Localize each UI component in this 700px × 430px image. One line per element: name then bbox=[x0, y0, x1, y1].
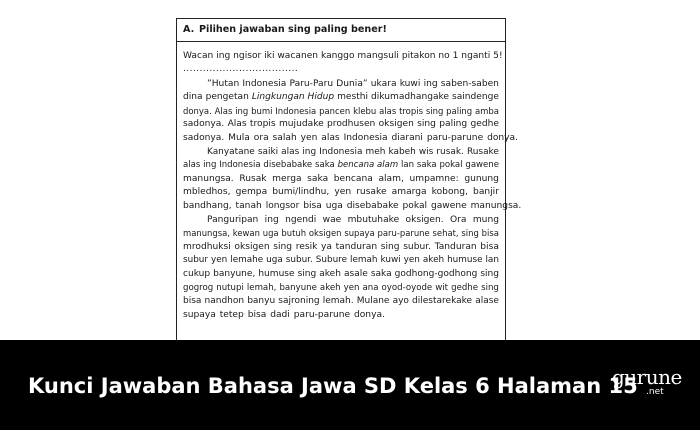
word: disebabake bbox=[263, 160, 313, 171]
word: wit bbox=[435, 282, 449, 293]
word: lemah bbox=[350, 255, 378, 266]
word: gedhe bbox=[470, 119, 499, 130]
word: oyod-oyode bbox=[381, 282, 433, 293]
word: subur. bbox=[285, 255, 313, 266]
word: ana bbox=[362, 282, 379, 293]
word: mujudake bbox=[278, 119, 324, 130]
word: oksigen bbox=[234, 241, 270, 252]
word: bisa bbox=[183, 296, 202, 307]
word: pengetan bbox=[205, 92, 249, 103]
word: uga bbox=[262, 228, 279, 239]
word: alas bbox=[321, 132, 344, 143]
word: nandhon bbox=[204, 296, 245, 307]
word: sing bbox=[273, 241, 293, 252]
word: akeh bbox=[319, 268, 341, 279]
word: ngendi bbox=[285, 214, 317, 225]
section-letter: A. bbox=[183, 24, 195, 35]
passage-line bbox=[183, 214, 499, 228]
passage-line bbox=[183, 227, 499, 241]
word: donya. bbox=[183, 105, 212, 116]
word: mbutuhake bbox=[347, 214, 400, 225]
word: ukara bbox=[370, 78, 397, 89]
passage-line bbox=[183, 309, 499, 323]
word: ya bbox=[321, 241, 332, 252]
word: kuwi bbox=[380, 255, 401, 266]
word: kabeh bbox=[388, 146, 416, 157]
word: supaya bbox=[344, 228, 375, 239]
passage-line bbox=[183, 254, 499, 268]
word: saka bbox=[370, 268, 392, 279]
word: akeh bbox=[422, 255, 445, 266]
word: lan bbox=[485, 255, 499, 266]
word: sing bbox=[425, 105, 444, 116]
word: bandhang, bbox=[183, 200, 236, 211]
word: sing bbox=[480, 268, 499, 279]
word: alase bbox=[475, 296, 499, 307]
word: banyune, bbox=[213, 268, 256, 279]
word: dadi bbox=[270, 309, 294, 320]
word: yen bbox=[334, 187, 352, 198]
word: ora bbox=[253, 132, 273, 143]
word: saka bbox=[315, 160, 335, 171]
word: oksigen. bbox=[405, 214, 444, 225]
passage-line bbox=[183, 173, 499, 187]
word: nutupi bbox=[216, 282, 244, 293]
word: dilestarekake bbox=[412, 296, 473, 307]
word: ing bbox=[302, 146, 317, 157]
word: saiki bbox=[257, 146, 279, 157]
dotted-separator: ................................... bbox=[183, 63, 299, 74]
word: kuwi bbox=[399, 78, 421, 89]
word: umpamne: bbox=[409, 173, 459, 184]
word: diarani bbox=[391, 132, 427, 143]
word: klebu bbox=[353, 105, 377, 116]
word: sing bbox=[461, 228, 479, 239]
passage-line bbox=[183, 268, 499, 282]
word: sadonya. bbox=[183, 132, 229, 143]
article-title: Kunci Jawaban Bahasa Jawa SD Kelas 6 Halaman 15 bbox=[28, 374, 638, 398]
word: lemahe bbox=[230, 255, 264, 266]
word: lan bbox=[401, 160, 415, 171]
passage-line bbox=[183, 105, 499, 119]
passage-line bbox=[183, 186, 499, 200]
word: merga bbox=[272, 173, 302, 184]
word: saben-saben bbox=[440, 78, 499, 89]
word: lemah, bbox=[246, 282, 277, 293]
word: asale bbox=[343, 268, 368, 279]
word: prodhusen bbox=[327, 119, 376, 130]
word: Rusake bbox=[466, 146, 499, 157]
word: paling bbox=[439, 119, 468, 130]
word: Mulane bbox=[356, 296, 390, 307]
word: akeh bbox=[319, 282, 341, 293]
word: paling bbox=[446, 105, 473, 116]
word: bisa bbox=[247, 309, 271, 320]
word: gempa bbox=[235, 187, 268, 198]
word: subur. bbox=[403, 241, 432, 252]
word: gawene bbox=[430, 200, 471, 211]
word: dikumadhangake bbox=[371, 92, 450, 103]
word: subur bbox=[183, 255, 209, 266]
word: lemah. bbox=[322, 296, 354, 307]
worksheet-document bbox=[176, 18, 522, 344]
word: tanah bbox=[235, 200, 266, 211]
word: banyune bbox=[279, 282, 317, 293]
word: mrodhuksi bbox=[183, 241, 231, 252]
word: rusake bbox=[356, 187, 387, 198]
word: gawene bbox=[465, 160, 499, 171]
word: Tanduran bbox=[434, 241, 477, 252]
word: bumi bbox=[251, 105, 273, 116]
word: sing bbox=[417, 119, 436, 130]
word: yen bbox=[300, 132, 322, 143]
word: donya. bbox=[353, 309, 385, 320]
word: tropis bbox=[249, 119, 276, 130]
word: Panguripan bbox=[207, 214, 259, 225]
site-logo bbox=[612, 366, 692, 406]
word: dina bbox=[183, 92, 203, 103]
word: mesthi bbox=[337, 92, 369, 103]
word: meh bbox=[365, 146, 386, 157]
word: paru-parune bbox=[426, 132, 488, 143]
word: gogrog bbox=[183, 282, 214, 293]
word: bumi/lindhu, bbox=[272, 187, 330, 198]
section-heading: Pilihen jawaban sing paling bener! bbox=[199, 24, 387, 35]
word: manungsa, bbox=[183, 228, 230, 239]
word: donya. bbox=[487, 132, 519, 143]
passage-line bbox=[183, 91, 499, 105]
word: uga bbox=[325, 200, 347, 211]
word: Paru-Paru bbox=[289, 78, 334, 89]
word: tropis bbox=[399, 105, 424, 116]
word: oksigen bbox=[378, 119, 414, 130]
word: ing bbox=[423, 78, 438, 89]
word: yen bbox=[343, 282, 360, 293]
word: ing bbox=[235, 105, 249, 116]
word: sadonya. bbox=[183, 119, 225, 130]
word: sing bbox=[380, 241, 400, 252]
word: Indonesia bbox=[219, 160, 261, 171]
passage-line bbox=[183, 241, 499, 255]
word: humuse bbox=[258, 268, 295, 279]
word: supaya bbox=[183, 309, 220, 320]
word: kewan bbox=[232, 228, 260, 239]
instruction-text: Wacan ing ngisor iki wacanen kanggo mangsuli pitakon no 1 nganti 5! bbox=[183, 51, 503, 61]
word: Ora bbox=[450, 214, 467, 225]
passage-line bbox=[183, 200, 522, 214]
word: sing bbox=[481, 282, 499, 293]
word: tanduran bbox=[335, 241, 378, 252]
word: kobong, bbox=[431, 187, 468, 198]
word: ing bbox=[203, 160, 217, 171]
word: amarga bbox=[391, 187, 427, 198]
reading-passage bbox=[177, 78, 522, 323]
word: Dunia” bbox=[336, 78, 368, 89]
word: Indonesia bbox=[319, 146, 363, 157]
word: gunung bbox=[464, 173, 499, 184]
word: bisa bbox=[303, 200, 326, 211]
word: ”Hutan bbox=[207, 78, 240, 89]
word: ing bbox=[264, 214, 279, 225]
word: Kanyatane bbox=[207, 146, 255, 157]
word: ayo bbox=[392, 296, 409, 307]
word: Subure bbox=[315, 255, 348, 266]
word: alam, bbox=[378, 173, 404, 184]
passage-line bbox=[183, 146, 499, 160]
word: manungsa. bbox=[183, 173, 234, 184]
word: Indonesia bbox=[275, 105, 317, 116]
word: gedhe bbox=[451, 282, 479, 293]
passage-line bbox=[183, 159, 499, 173]
word: bencana bbox=[333, 173, 373, 184]
passage-line bbox=[183, 132, 519, 146]
word: saka bbox=[307, 173, 329, 184]
word: Rusak bbox=[239, 173, 267, 184]
word: sehat, bbox=[432, 228, 459, 239]
word: mbledhos, bbox=[183, 187, 231, 198]
word: saka bbox=[416, 160, 437, 171]
word: paru-parune bbox=[377, 228, 430, 239]
word: salah bbox=[272, 132, 301, 143]
word: longsor bbox=[265, 200, 304, 211]
word: uga bbox=[266, 255, 283, 266]
word: Alas bbox=[214, 105, 233, 116]
word: pokal bbox=[439, 160, 463, 171]
word: rusak. bbox=[436, 146, 464, 157]
word: resik bbox=[295, 241, 318, 252]
word: Mula bbox=[228, 132, 254, 143]
word: sajroning bbox=[278, 296, 320, 307]
word: Alas bbox=[227, 119, 247, 130]
word: yen bbox=[211, 255, 228, 266]
word: banyu bbox=[247, 296, 276, 307]
word: banjir bbox=[473, 187, 499, 198]
word: Indonesia bbox=[242, 78, 287, 89]
passage-line bbox=[183, 118, 499, 132]
word: alas bbox=[379, 105, 397, 116]
word: yen bbox=[403, 255, 420, 266]
word: manungsa. bbox=[470, 200, 522, 211]
passage-line bbox=[183, 78, 499, 92]
passage-line bbox=[183, 295, 499, 309]
logo-domain-suffix: .net bbox=[646, 387, 664, 397]
word: godhong-godhong bbox=[394, 268, 478, 279]
word: butuh bbox=[281, 228, 307, 239]
italic-term: Lingkungan Hidup bbox=[251, 92, 335, 103]
section-header bbox=[177, 19, 505, 42]
italic-term: bencana alam bbox=[337, 160, 399, 171]
passage-line bbox=[183, 282, 499, 296]
word: cukup bbox=[183, 268, 211, 279]
word: pancen bbox=[319, 105, 351, 116]
word: wae bbox=[322, 214, 342, 225]
word: wis bbox=[418, 146, 434, 157]
word: Indonesia bbox=[343, 132, 392, 143]
word: humuse bbox=[447, 255, 483, 266]
word: alas bbox=[281, 146, 300, 157]
word: bisa bbox=[480, 241, 499, 252]
word: amba bbox=[474, 105, 499, 116]
word: disebabake bbox=[346, 200, 403, 211]
word: saindenge bbox=[452, 92, 499, 103]
word: pokal bbox=[402, 200, 431, 211]
word: paru-parune bbox=[293, 309, 354, 320]
word: mung bbox=[472, 214, 499, 225]
word: sing bbox=[297, 268, 317, 279]
word: tetep bbox=[219, 309, 248, 320]
word: bisa bbox=[481, 228, 499, 239]
word: oksigen bbox=[308, 228, 342, 239]
logo-wordmark: gurune bbox=[612, 365, 682, 389]
word: alas bbox=[183, 160, 201, 171]
